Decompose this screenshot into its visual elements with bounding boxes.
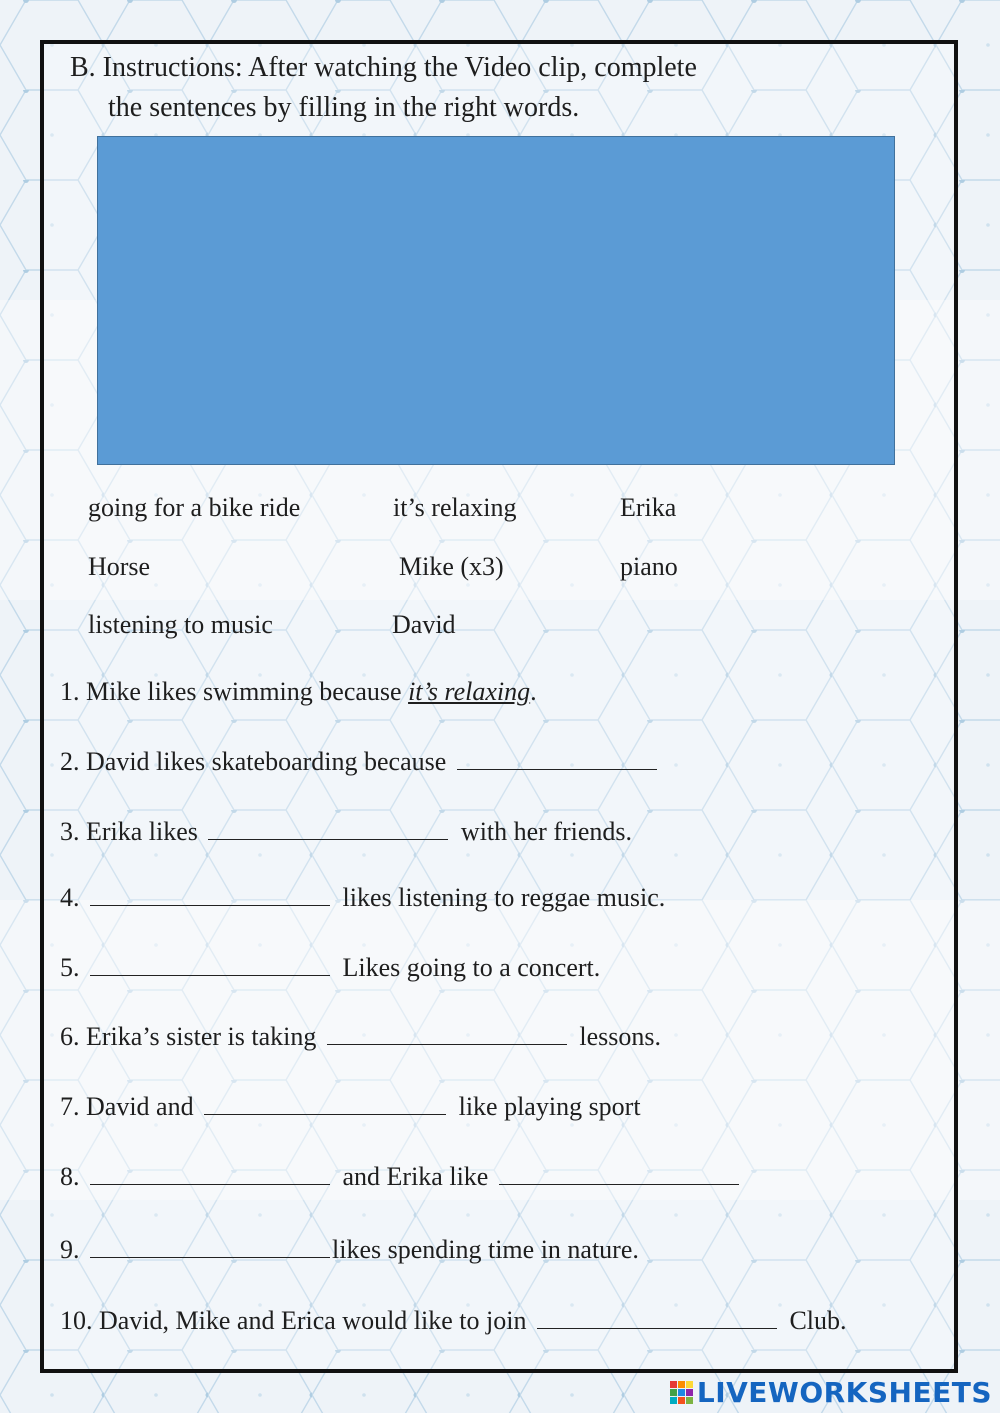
answer-blank[interactable]: [537, 1306, 777, 1329]
question-text: Likes going to a concert.: [336, 953, 601, 982]
liveworksheets-logo: [670, 1377, 992, 1407]
question-text: lessons.: [572, 1022, 661, 1051]
question-text: 8.: [60, 1162, 86, 1191]
answer-blank[interactable]: [457, 747, 657, 770]
logo-text: LIVEWORKSHEETS: [696, 1375, 992, 1409]
question-8: [60, 1161, 745, 1193]
question-2: [60, 746, 663, 778]
question-text: 1. Mike likes swimming because: [60, 677, 409, 706]
question-text: 3. Erika likes: [60, 817, 205, 846]
instructions-line-1: B. Instructions: After watching the Video clip, complete: [70, 52, 697, 83]
question-text: Club.: [782, 1306, 847, 1335]
question-text: like playing sport: [452, 1092, 641, 1121]
question-5: [60, 952, 600, 984]
logo-grid-icon: [670, 1381, 693, 1404]
answer-blank[interactable]: [90, 953, 330, 976]
question-text: with her friends.: [454, 817, 633, 846]
answer-blank[interactable]: [90, 883, 330, 906]
question-text: 9.: [60, 1235, 86, 1264]
question-text: and Erika like: [336, 1162, 495, 1191]
word-bank-item: David: [392, 610, 456, 639]
question-text: likes spending time in nature.: [332, 1235, 639, 1264]
question-1: [60, 676, 537, 708]
question-6: [60, 1021, 661, 1053]
question-text: likes listening to reggae music.: [336, 883, 666, 912]
answer-blank[interactable]: [499, 1162, 739, 1185]
answer-blank[interactable]: [204, 1092, 446, 1115]
example-answer: it’s relaxing: [408, 677, 531, 706]
word-bank-item: it’s relaxing: [393, 493, 517, 522]
word-bank-item: piano: [620, 552, 678, 581]
question-text: .: [530, 677, 537, 706]
question-4: [60, 882, 665, 914]
question-7: [60, 1091, 641, 1123]
answer-blank[interactable]: [90, 1235, 330, 1258]
answer-blank[interactable]: [327, 1022, 567, 1045]
word-bank-item: going for a bike ride: [88, 493, 301, 522]
word-bank-item: Horse: [88, 552, 151, 581]
question-text: 5.: [60, 953, 86, 982]
instructions-line-2: the sentences by filling in the right words.: [108, 92, 580, 123]
word-bank-item: Mike (x3): [399, 552, 504, 581]
question-text: 10. David, Mike and Erica would like to join: [60, 1306, 533, 1335]
instructions: [70, 48, 870, 128]
video-clip-placeholder[interactable]: [97, 136, 895, 465]
question-10: [60, 1305, 847, 1337]
question-3: [60, 816, 632, 848]
answer-blank[interactable]: [90, 1162, 330, 1185]
word-bank-item: listening to music: [88, 610, 273, 639]
question-text: 4.: [60, 883, 86, 912]
question-text: 7. David and: [60, 1092, 201, 1121]
answer-blank[interactable]: [208, 817, 448, 840]
question-text: 6. Erika’s sister is taking: [60, 1022, 323, 1051]
word-bank-item: Erika: [620, 493, 677, 522]
question-9: [60, 1234, 639, 1266]
question-text: 2. David likes skateboarding because: [60, 747, 453, 776]
